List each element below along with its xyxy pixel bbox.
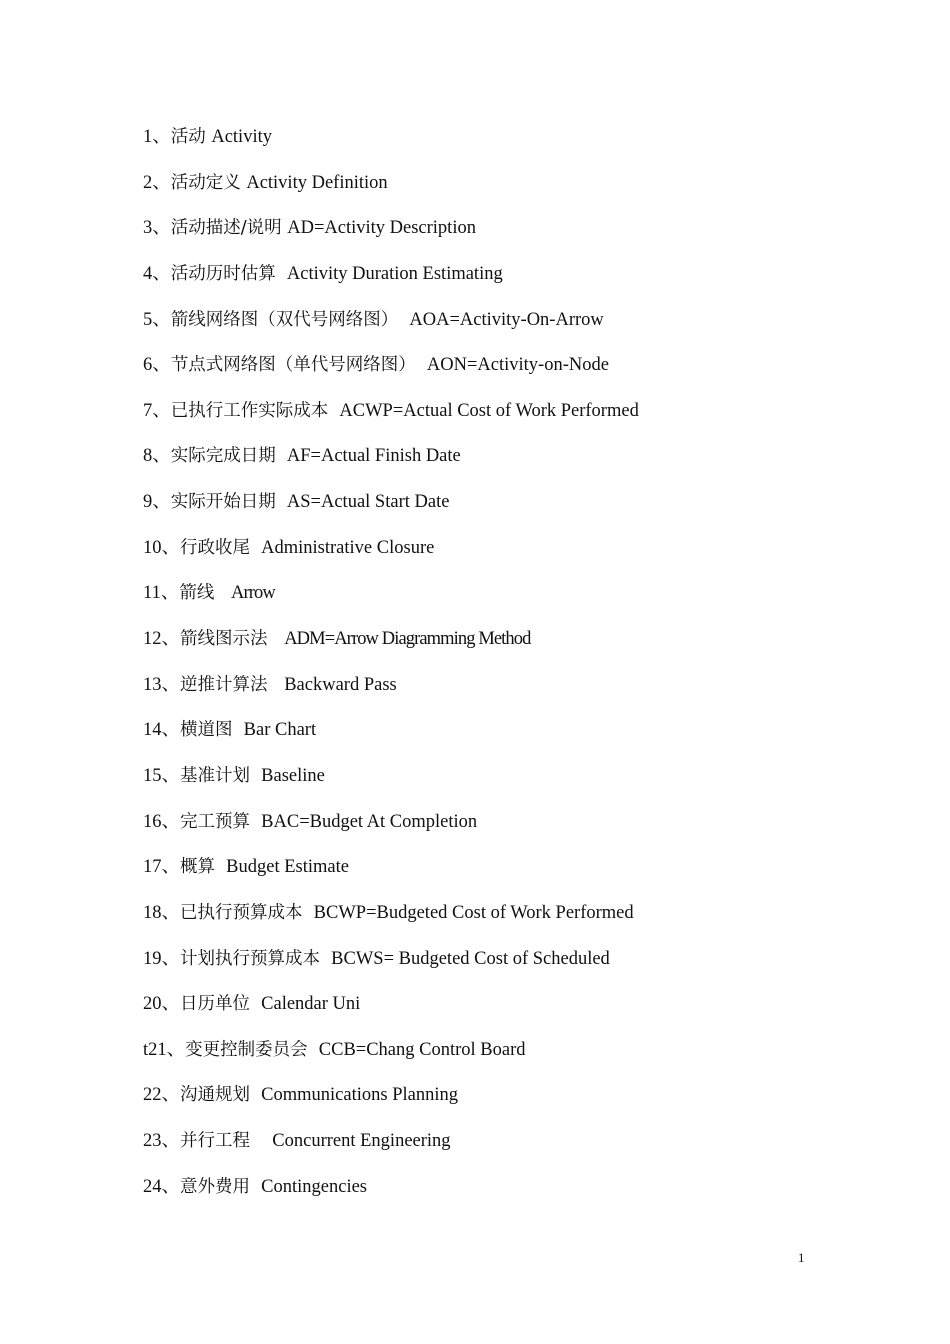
entry-english-term: AON=Activity-on-Node	[426, 355, 609, 376]
entry-english-term: Activity Definition	[246, 172, 388, 193]
entry-english-term: Activity	[211, 127, 272, 147]
entry-chinese-term: 计划执行预算成本	[180, 948, 332, 969]
entry-chinese-term: 变更控制委员会	[185, 1039, 319, 1060]
glossary-entry-15	[143, 761, 863, 807]
entry-english-term: AF=Actual Finish Date	[286, 446, 461, 467]
entry-number: 17、	[143, 857, 181, 878]
entry-english-term: ACWP=Actual Cost of Work Performed	[339, 400, 639, 421]
entry-number: 16、	[143, 811, 181, 832]
glossary-entry-2	[143, 168, 863, 214]
glossary-entry-1	[143, 122, 863, 168]
glossary-entry-9	[143, 487, 863, 533]
entry-english-term: Budget Estimate	[226, 857, 349, 878]
entry-english-term: Bar Chart	[243, 720, 317, 741]
glossary-list	[143, 122, 863, 1217]
entry-number: 19、	[143, 948, 181, 969]
glossary-entry-3	[143, 213, 863, 259]
entry-chinese-term: 日历单位	[180, 994, 262, 1015]
entry-chinese-term: 实际开始日期	[170, 492, 287, 513]
entry-english-term: Concurrent Engineering	[272, 1131, 451, 1152]
glossary-entry-6	[143, 350, 863, 396]
entry-english-term: BAC=Budget At Completion	[261, 811, 478, 832]
entry-chinese-term: 节点式网络图（单代号网络图）	[170, 355, 427, 376]
entry-number: 5、	[143, 309, 171, 330]
glossary-entry-13	[143, 670, 863, 716]
glossary-entry-12	[143, 624, 863, 670]
entry-number: 7、	[143, 400, 171, 421]
glossary-entry-21	[143, 1035, 863, 1081]
entry-chinese-term: 基准计划	[180, 765, 262, 786]
entry-number: 3、	[143, 218, 171, 239]
entry-english-term: ADM=Arrow Diagramming Method	[284, 629, 531, 650]
entry-number: 12、	[143, 629, 181, 650]
glossary-entry-5	[143, 305, 863, 351]
entry-number: 8、	[143, 446, 171, 467]
glossary-entry-16	[143, 807, 863, 853]
entry-number: 11、	[143, 583, 180, 604]
entry-english-term: Administrative Closure	[261, 537, 435, 558]
glossary-entry-8	[143, 441, 863, 487]
entry-chinese-term: 概算	[180, 857, 227, 878]
entry-chinese-term: 并行工程	[180, 1131, 273, 1152]
page-number: 1	[798, 1250, 805, 1265]
glossary-entry-11	[143, 578, 863, 624]
glossary-entry-22	[143, 1080, 863, 1126]
glossary-entry-20	[143, 989, 863, 1035]
entry-chinese-term: 箭线图示法	[180, 629, 285, 650]
entry-number: 24、	[143, 1176, 181, 1197]
glossary-entry-7	[143, 396, 863, 442]
entry-chinese-term: 活动历时估算	[170, 263, 287, 284]
entry-number: 20、	[143, 994, 181, 1015]
entry-chinese-term: 已执行工作实际成本	[170, 400, 340, 421]
glossary-entry-4	[143, 259, 863, 305]
entry-english-term: Communications Planning	[261, 1085, 458, 1106]
entry-number: 13、	[143, 674, 181, 695]
entry-english-term: AS=Actual Start Date	[286, 492, 450, 513]
entry-number: 15、	[143, 765, 181, 786]
glossary-entry-19	[143, 944, 863, 990]
entry-number: 14、	[143, 720, 181, 741]
entry-number: 22、	[143, 1085, 181, 1106]
entry-chinese-term: 已执行预算成本	[180, 902, 314, 923]
entry-english-term: AD=Activity Description	[287, 218, 476, 239]
glossary-entry-14	[143, 715, 863, 761]
glossary-entry-10	[143, 533, 863, 579]
entry-chinese-term: 箭线	[179, 583, 232, 604]
entry-chinese-term: 行政收尾	[180, 537, 262, 558]
entry-chinese-term: 沟通规划	[180, 1085, 262, 1106]
entry-number: 10、	[143, 537, 181, 558]
entry-english-term: Arrow	[231, 583, 275, 604]
entry-english-term: Contingencies	[261, 1176, 367, 1197]
entry-number: 1、	[143, 127, 171, 147]
glossary-entry-23	[143, 1126, 863, 1172]
entry-english-term: Calendar Uni	[261, 994, 361, 1015]
entry-english-term: AOA=Activity-On-Arrow	[409, 309, 604, 330]
entry-number: 9、	[143, 492, 171, 513]
entry-english-term: BCWP=Budgeted Cost of Work Performed	[313, 902, 634, 923]
entry-number: 23、	[143, 1131, 181, 1152]
entry-chinese-term: 逆推计算法	[180, 674, 285, 695]
entry-english-term: Activity Duration Estimating	[286, 263, 503, 284]
entry-number: 4、	[143, 263, 171, 284]
entry-english-term: BCWS= Budgeted Cost of Scheduled	[331, 948, 610, 969]
entry-english-term: Backward Pass	[284, 674, 397, 695]
entry-chinese-term: 实际完成日期	[170, 446, 287, 467]
entry-chinese-term: 意外费用	[180, 1176, 262, 1197]
entry-number: 18、	[143, 902, 181, 923]
entry-chinese-term: 箭线网络图（双代号网络图）	[170, 309, 410, 330]
glossary-entry-17	[143, 852, 863, 898]
entry-number: 2、	[143, 172, 171, 193]
entry-number: 6、	[143, 355, 171, 376]
entry-chinese-term: 活动定义	[170, 172, 247, 193]
entry-chinese-term: 活动描述/说明	[170, 218, 288, 239]
entry-number: t21、	[143, 1039, 186, 1060]
entry-chinese-term: 活动	[170, 127, 212, 147]
entry-english-term: CCB=Chang Control Board	[318, 1039, 526, 1060]
entry-chinese-term: 横道图	[180, 720, 244, 741]
glossary-entry-24	[143, 1172, 863, 1218]
entry-chinese-term: 完工预算	[180, 811, 262, 832]
entry-english-term: Baseline	[261, 765, 325, 786]
glossary-entry-18	[143, 898, 863, 944]
